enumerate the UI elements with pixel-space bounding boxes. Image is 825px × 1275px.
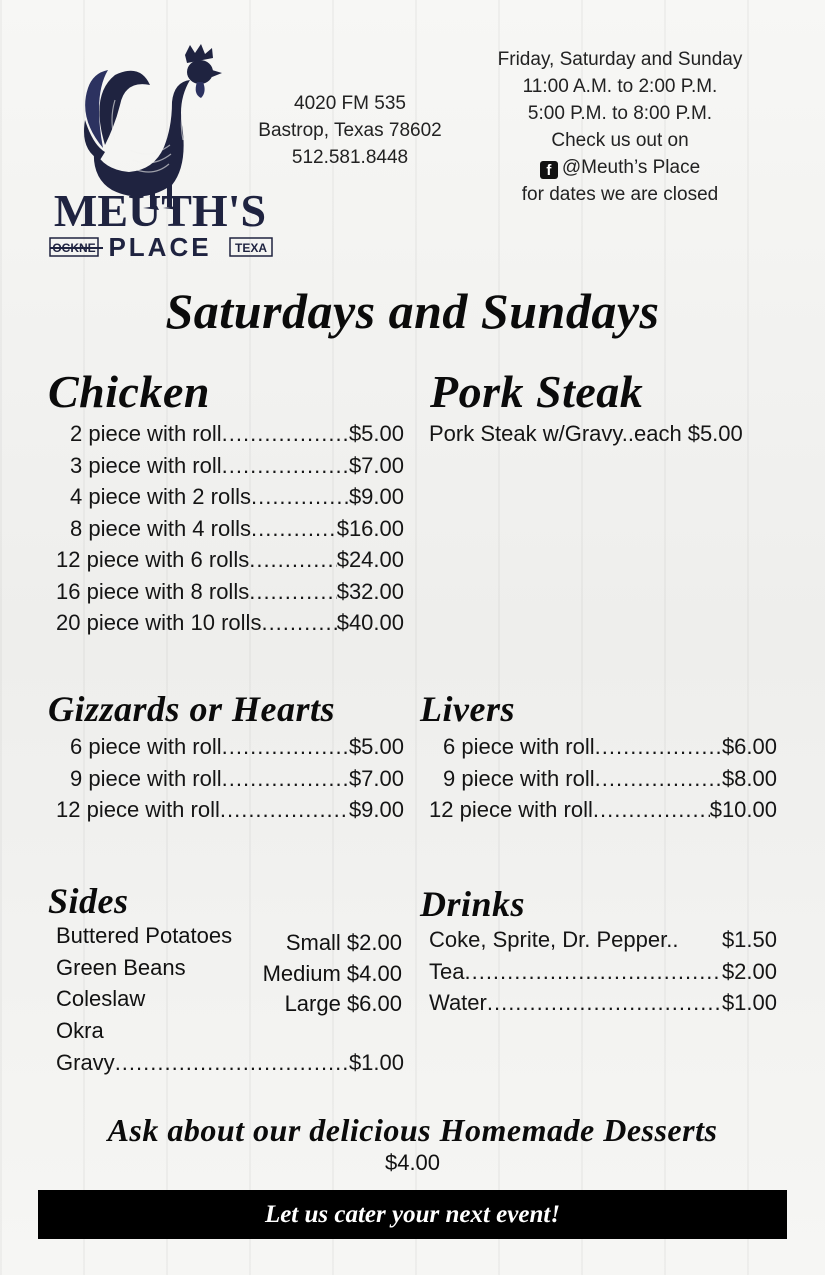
facebook-line[interactable] <box>470 154 770 181</box>
gizzards-list <box>56 731 404 826</box>
list-item <box>56 794 404 826</box>
list-item <box>56 481 404 513</box>
side-item: Buttered Potatoes <box>56 923 233 948</box>
address-line2: Bastrop, Texas 78602 <box>258 120 442 141</box>
item-price: $5.00 <box>348 421 404 446</box>
leader-dots <box>464 956 721 988</box>
item-label: 6 piece with roll <box>70 734 222 759</box>
leader-dots <box>222 450 349 482</box>
address-line1: 4020 FM 535 <box>294 93 406 114</box>
meuths-place-logo <box>45 40 275 265</box>
dessert-note: Ask about our delicious Homemade Desserts <box>107 1112 718 1148</box>
sides-list <box>56 920 232 1046</box>
size-small: Small $2.00 <box>285 930 402 955</box>
list-item <box>56 731 404 763</box>
logo-right-tag: TEXA <box>234 241 268 255</box>
list-item <box>56 763 404 795</box>
list-item <box>56 418 404 450</box>
item-label: 3 piece with roll <box>70 452 222 478</box>
logo-left-tag: OCKNE <box>52 241 96 255</box>
drinks-list <box>429 924 777 1019</box>
chicken-heading: Chicken <box>48 366 210 417</box>
rooster-icon <box>45 40 275 265</box>
item-price: $9.00 <box>348 797 404 822</box>
dessert-price: $4.00 <box>384 1150 441 1175</box>
list-item <box>56 544 404 576</box>
item-label: 12 piece with roll <box>429 797 593 822</box>
item-label: 9 piece with roll <box>70 765 222 791</box>
facebook-handle: @Meuth’s Place <box>561 157 701 178</box>
leader-dots <box>222 418 349 450</box>
list-item <box>56 450 404 482</box>
leader-dots <box>251 513 337 545</box>
hours-days: Friday, Saturday and Sunday <box>497 49 743 70</box>
hours-dinner: 5:00 P.M. to 8:00 P.M. <box>527 103 713 124</box>
leader-dots <box>115 1047 349 1079</box>
item-price: $5.00 <box>348 734 404 759</box>
leader-dots <box>487 987 722 1019</box>
item-label: 8 piece with 4 rolls <box>70 515 251 541</box>
item-price: $7.00 <box>348 452 404 478</box>
list-item <box>56 1047 404 1079</box>
item-label: 6 piece with roll <box>443 734 595 759</box>
item-label: Tea <box>429 958 465 984</box>
item-price: $40.00 <box>336 610 404 635</box>
item-label: 2 piece with roll <box>70 421 222 446</box>
gizzards-heading: Gizzards or Hearts <box>48 689 336 729</box>
size-medium: Medium $4.00 <box>262 960 402 986</box>
list-item <box>56 576 404 608</box>
side-item: Okra <box>56 1017 104 1043</box>
leader-dots <box>593 794 710 826</box>
facebook-icon: f <box>540 161 558 179</box>
livers-list <box>429 731 777 826</box>
item-price: $10.00 <box>709 797 777 822</box>
hours-block <box>470 46 770 208</box>
page-title: Saturdays and Sundays <box>165 283 660 339</box>
item-price: $24.00 <box>336 547 404 572</box>
list-item <box>429 924 777 956</box>
item-price: $8.00 <box>721 765 777 791</box>
item-price: $2.00 <box>721 958 777 984</box>
list-item <box>429 731 777 763</box>
leader-dots <box>249 576 336 608</box>
phone-number: 512.581.8448 <box>291 147 409 168</box>
list-item <box>429 763 777 795</box>
sides-sizes <box>238 928 402 1020</box>
leader-dots <box>220 794 349 826</box>
item-price: $9.00 <box>348 484 404 509</box>
item-label: 4 piece with 2 rolls <box>70 484 251 509</box>
item-price: $1.00 <box>348 1050 404 1075</box>
sides-heading: Sides <box>48 881 129 921</box>
side-item: Green Beans <box>56 954 186 980</box>
chicken-list <box>56 418 404 639</box>
item-label: Water <box>429 990 487 1015</box>
item-label: 12 piece with roll <box>56 797 220 822</box>
item-label: 12 piece with 6 rolls <box>56 547 250 572</box>
list-item <box>429 956 777 988</box>
pork-steak-heading: Pork Steak <box>430 366 644 417</box>
item-label: 20 piece with 10 rolls <box>56 610 262 635</box>
item-label: Gravy <box>56 1050 115 1075</box>
leader-dots <box>222 731 349 763</box>
item-price: $32.00 <box>336 578 404 604</box>
leader-dots <box>249 544 336 576</box>
item-price: $1.50 <box>721 927 777 952</box>
item-price: $7.00 <box>348 765 404 791</box>
hours-check-us: Check us out on <box>551 130 689 151</box>
logo-name: MEUTH'S <box>53 185 267 236</box>
leader-dots <box>595 763 722 795</box>
list-item <box>56 607 404 639</box>
item-price: $1.00 <box>721 990 777 1015</box>
hours-lunch: 11:00 A.M. to 2:00 P.M. <box>522 76 718 97</box>
item-label: Pork Steak w/Gravy..each <box>429 421 682 446</box>
list-item <box>56 513 404 545</box>
pork-steak-list <box>429 418 779 450</box>
leader-dots <box>222 763 349 795</box>
list-item <box>429 794 777 826</box>
item-label: Coke, Sprite, Dr. Pepper.. <box>429 927 679 952</box>
hours-closed-note: for dates we are closed <box>521 184 719 205</box>
drinks-heading: Drinks <box>420 884 526 924</box>
item-label: 9 piece with roll <box>443 765 595 791</box>
item-price: $5.00 <box>687 421 743 446</box>
logo-sub: PLACE <box>108 232 212 262</box>
livers-heading: Livers <box>420 689 515 729</box>
list-item <box>429 987 777 1019</box>
side-item: Coleslaw <box>56 986 146 1011</box>
item-price: $6.00 <box>721 734 777 759</box>
leader-dots <box>251 481 349 513</box>
item-label: 16 piece with 8 rolls <box>56 578 250 604</box>
gravy-row <box>56 1047 404 1079</box>
item-price: $16.00 <box>336 515 404 541</box>
catering-banner-text: Let us cater your next event! <box>264 1201 561 1228</box>
leader-dots <box>261 607 336 639</box>
list-item <box>429 418 779 450</box>
address-block <box>250 90 450 171</box>
leader-dots <box>595 731 722 763</box>
size-large: Large $6.00 <box>284 991 402 1016</box>
